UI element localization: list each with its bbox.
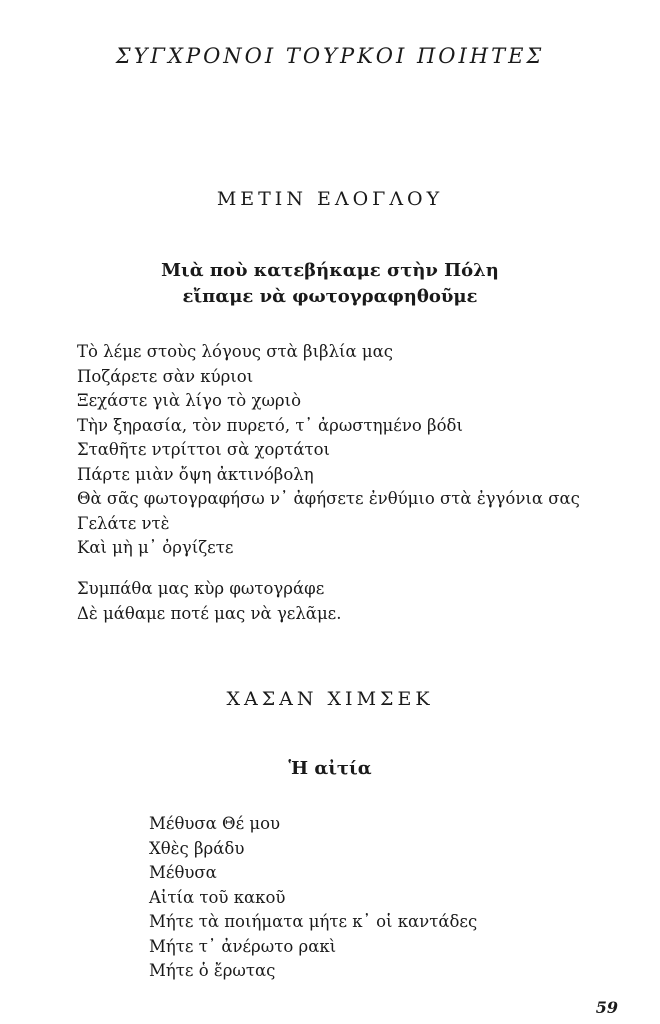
poem-section-2 bbox=[0, 688, 660, 710]
verse-line: Μήτε τὰ ποιήματα μήτε κ᾿ οἱ καντάδες bbox=[149, 912, 478, 931]
poem-1-title-block bbox=[0, 258, 660, 310]
poem-1-title bbox=[0, 258, 660, 310]
poem-2-stanza-1 bbox=[149, 812, 477, 984]
poem-1-stanza-2 bbox=[77, 577, 341, 626]
poem-1-stanza-1 bbox=[77, 340, 580, 561]
verse-line: Χθὲς βράδυ bbox=[149, 838, 245, 858]
verse-line: Μήτε τ᾿ ἀνέρωτο ρακὶ bbox=[149, 936, 337, 956]
verse-line: Καὶ μὴ μ᾿ ὀργίζετε bbox=[77, 538, 234, 557]
poem-1-title-line: εἴπαμε νὰ φωτογραφηθοῦμε bbox=[182, 286, 478, 307]
verse-line: Ξεχάστε γιὰ λίγο τὸ χωριὸ bbox=[77, 391, 302, 410]
verse-line: Μέθυσα bbox=[149, 863, 217, 882]
poem-section-1 bbox=[0, 188, 660, 210]
verse-line: Αἰτία τοῦ κακοῦ bbox=[149, 887, 286, 907]
poem-2-title-line: Ἡ αἰτία bbox=[288, 758, 372, 779]
running-head: ΣΥΓΧΡΟΝΟΙ ΤΟΥΡΚΟΙ ΠΟΙΗΤΕΣ bbox=[115, 44, 545, 68]
verse-line: Τὸ λέμε στοὺς λόγους στὰ βιβλία μας bbox=[77, 342, 393, 361]
page-number: 59 bbox=[595, 998, 618, 1017]
verse-line: Ποζάρετε σὰν κύριοι bbox=[77, 366, 254, 386]
verse-line: Σταθῆτε ντρίττοι σὰ χορτάτοι bbox=[77, 440, 330, 459]
poem-2-author: ΧΑΣΑΝ ΧΙΜΣΕΚ bbox=[226, 688, 434, 710]
verse-line: Θὰ σᾶς φωτογραφήσω ν᾿ ἀφήσετε ἐνθύμιο στὰ ἐγγόνια σας bbox=[77, 489, 580, 508]
verse-line: Γελάτε ντὲ bbox=[77, 513, 170, 533]
verse-line: Συμπάθα μας κὺρ φωτογράφε bbox=[77, 579, 325, 598]
verse-line: Πάρτε μιὰν ὄψη ἀκτινόβολη bbox=[77, 464, 314, 484]
poem-2-title-block bbox=[0, 756, 660, 782]
poem-1-title-line: Μιὰ ποὺ κατεβήκαμε στὴν Πόλη bbox=[161, 260, 499, 281]
poem-2-title bbox=[0, 756, 660, 782]
poem-1-author: ΜΕΤΙΝ ΕΛΟΓΛΟΥ bbox=[216, 188, 444, 210]
verse-line: Δὲ μάθαμε ποτέ μας νὰ γελᾶμε. bbox=[77, 603, 342, 623]
verse-line: Τὴν ξηρασία, τὸν πυρετό, τ᾿ ἀρωστημένο βόδι bbox=[77, 415, 463, 435]
verse-line: Μέθυσα Θέ μου bbox=[149, 814, 281, 833]
verse-line: Μήτε ὁ ἔρωτας bbox=[149, 961, 276, 980]
